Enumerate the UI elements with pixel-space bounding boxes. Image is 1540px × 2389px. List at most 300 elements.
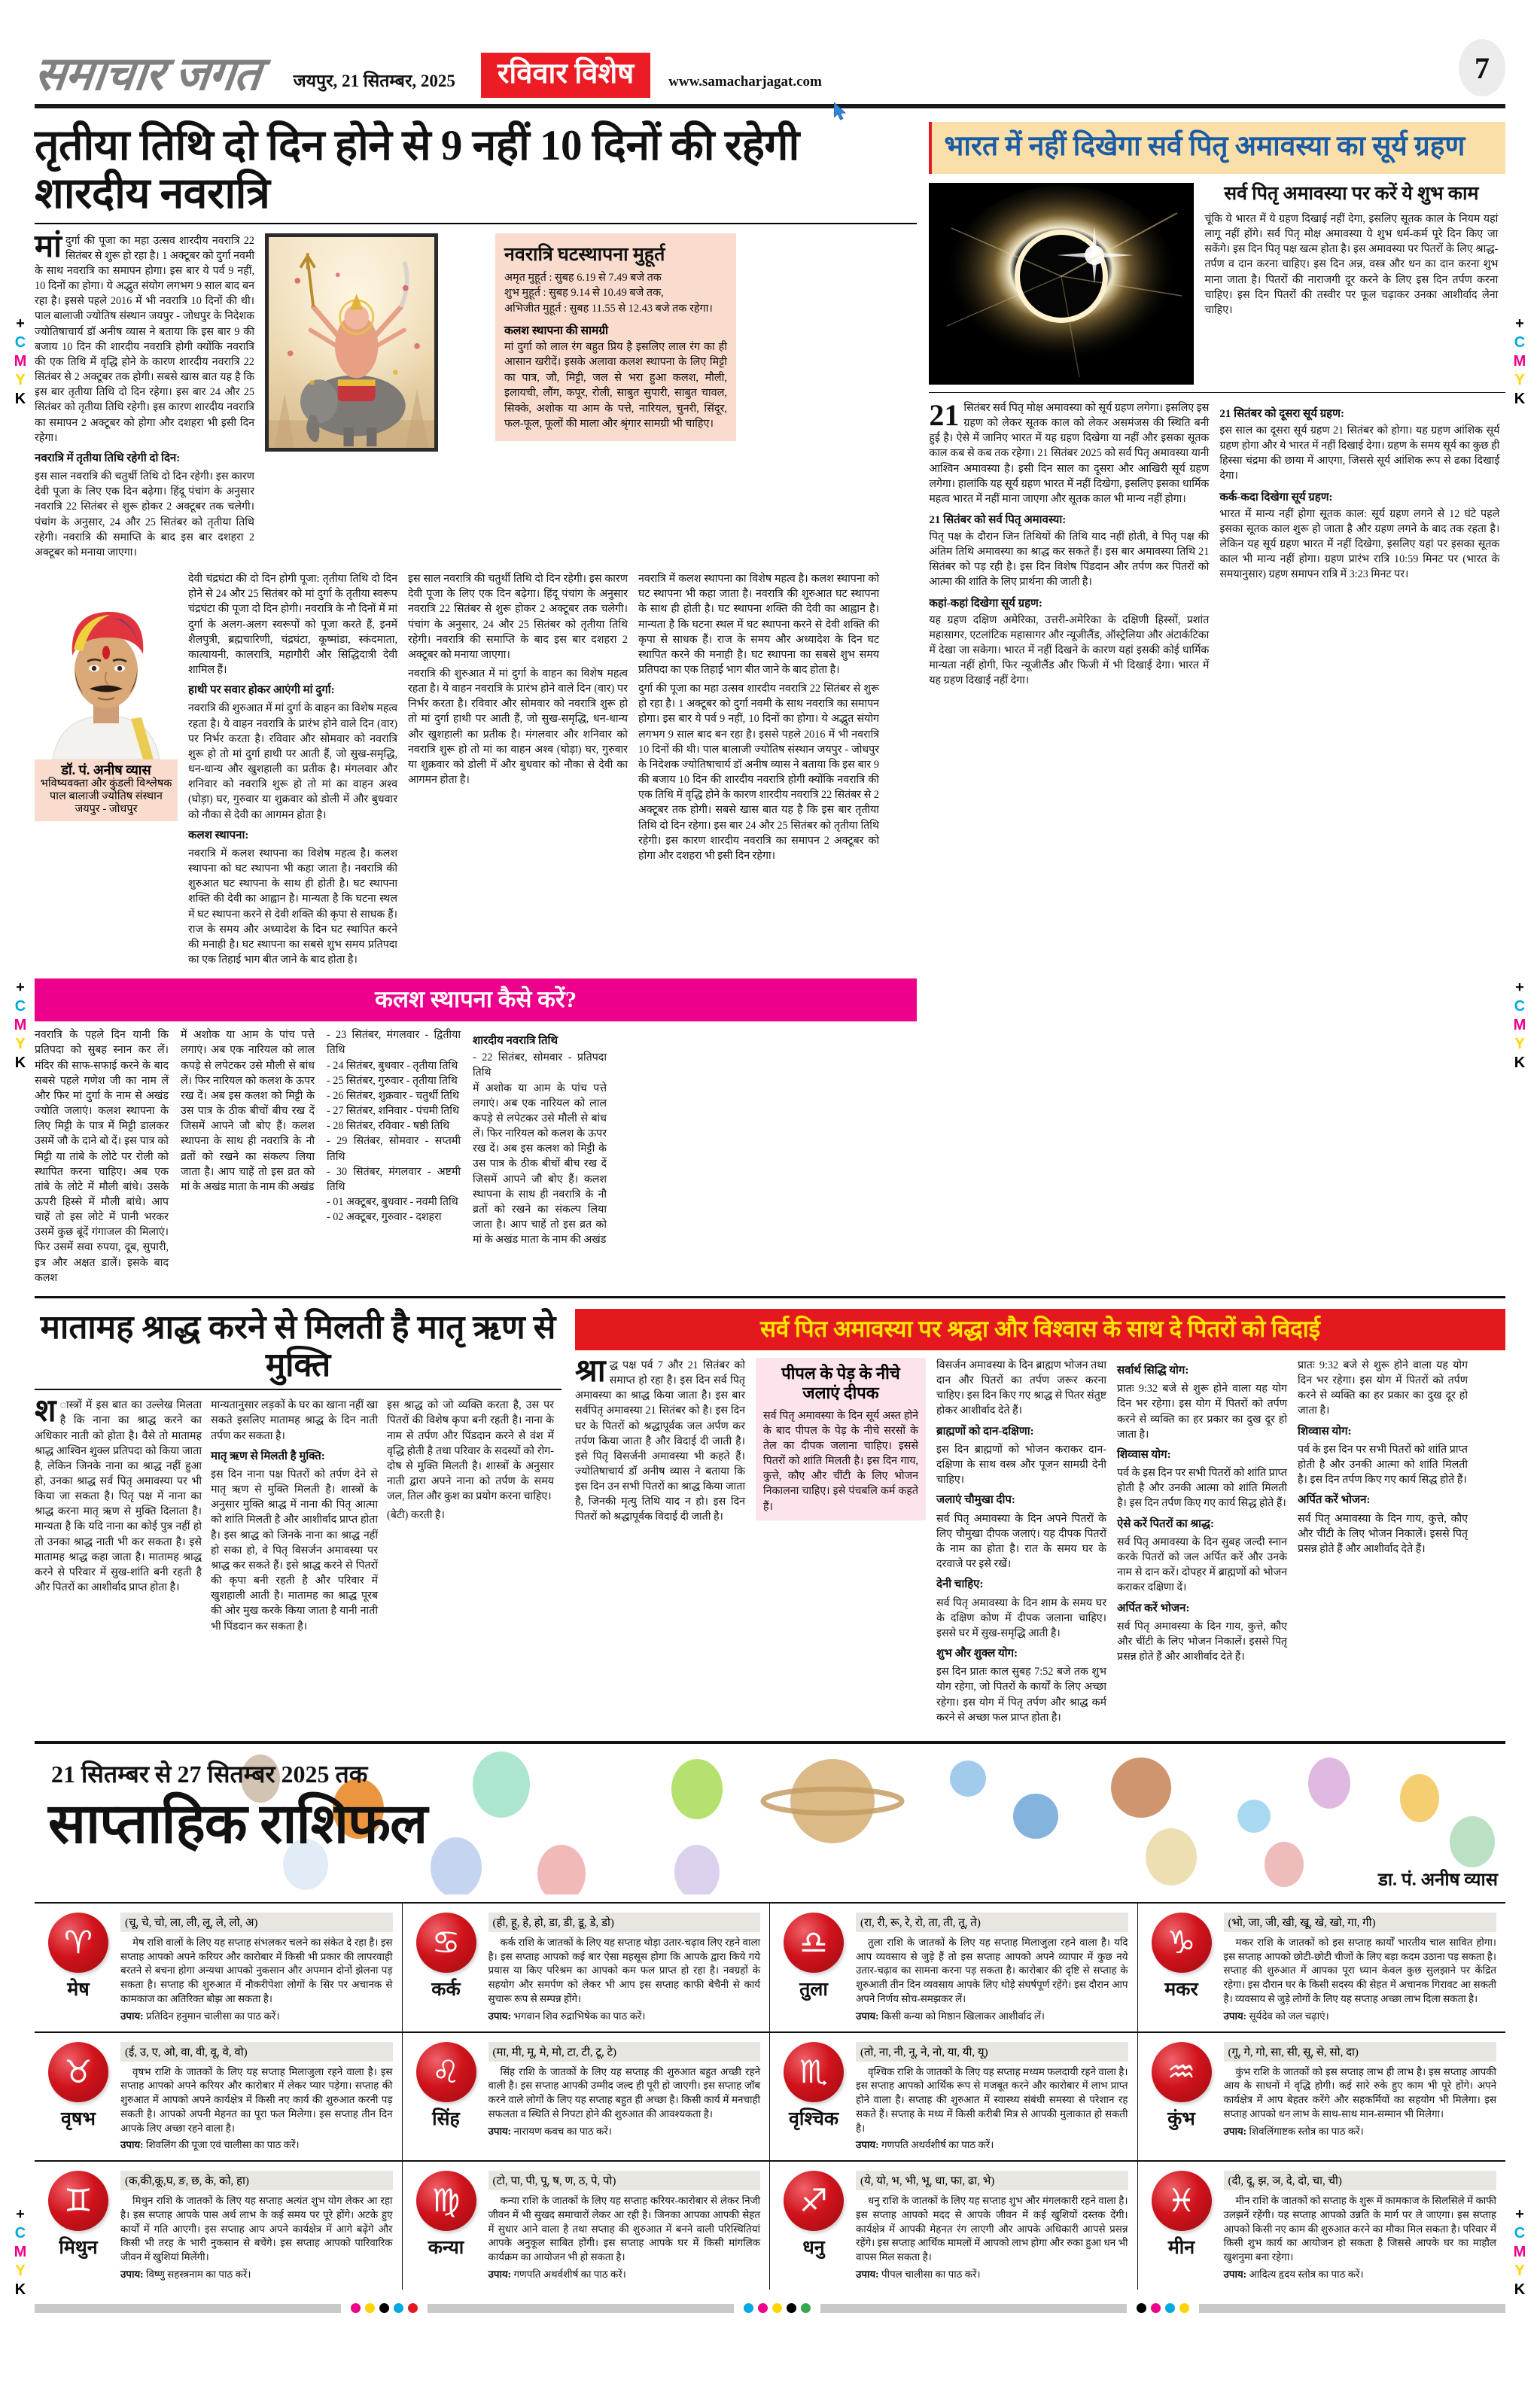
lead-headline: तृतीया तिथि दो दिन होने से 9 नहीं 10 दिनों की रहेगी शारदीय नवरात्रि <box>35 122 799 218</box>
zodiac-text <box>1224 2042 1497 2153</box>
kalash-date-0: - 22 सितंबर, सोमवार - प्रतिपदा तिथि <box>473 1051 607 1079</box>
kalash-date-7: - 29 सितंबर, सोमवार - सप्तमी तिथि <box>327 1135 461 1163</box>
zodiac-upay-text: शिवलिंगाष्टक स्तोत्र का पाठ करें। <box>1249 2125 1364 2137</box>
zodiac-letters: (मा, मी, मू, मे, मो, टा, टी, टू, टे) <box>488 2042 761 2062</box>
zodiac-upay-text: किसी कन्या को मिष्ठान खिलाकर आशीर्वाद लें। <box>881 2010 1045 2022</box>
cyan-mark: C <box>14 334 26 351</box>
zodiac-letters: (ये, यो, भ, भी, भू, धा, फा, ढा, भे) <box>856 2171 1128 2190</box>
gemini-glyph: ♊ <box>64 2182 93 2220</box>
zodiac-icon-wrap <box>779 2171 848 2282</box>
kalash-col-1-repeat: में अशोक या आम के पांच पत्ते लगाएं। अब एक नारियल को लाल कपड़े से लपेटकर उसे मौली से बांध लें। फिर नारियल को कलश के ऊपर रख दें। अब इस कलश को मिट्टी के उस पात्र के ठीक बीचों बीच रख दें जिसमें आपने जौ बोए हैं। कलश स्थापना के साथ ही नवरात्रि के नौ व्रतों को रखने का संकल्प लिया जाता है। आप चाहें तो इस व्रत को मां के अखंड माता के नाम की अखंड <box>473 1082 607 1246</box>
leo-glyph: ♌ <box>431 2053 461 2090</box>
zodiac-body: वृश्चिक राशि के जातकों के लिए यह सप्ताह मध्यम फलदायी रहने वाला है। इस सप्ताह आपको आर्थिक रूप से मजबूत करने और कारोबार में लाभ प्राप्त होने वाला है। सप्ताह की शुरुआत में स्वास्थ्य संबंधी समस्या से परेशान रह सकते हैं। सप्ताह के मध्य में किसी करीबी मित्र से आपकी मुलाकात हो सकती है। <box>856 2065 1128 2134</box>
plus-icon: + <box>1515 979 1524 996</box>
zodiac-icon-wrap <box>1147 1913 1216 2024</box>
kalash-date-1: - 23 सितंबर, मंगलवार - द्वितीया तिथि <box>327 1029 461 1057</box>
sarvapitra-bar-title: सर्व पित अमावस्या पर श्रद्धा और विश्वास के साथ दे पितरों को विदाई <box>575 1309 1505 1350</box>
eclipse-lower-col-1 <box>929 397 1210 689</box>
kalash-date-4: - 26 सितंबर, शुक्रवार - चतुर्थी तिथि <box>327 1089 459 1102</box>
matamah-col-1 <box>35 1394 202 1637</box>
zodiac-icon-wrap <box>412 2171 481 2282</box>
kalash-bar-title: कलश स्थापना कैसे करें? <box>35 978 917 1021</box>
plus-icon: + <box>16 979 25 996</box>
kalash-col-4 <box>473 1027 607 1286</box>
lead-row-2 <box>35 571 917 971</box>
cancer-icon <box>416 1913 476 1973</box>
zodiac-body: मिथुन राशि के जातकों के लिए यह सप्ताह अत्यंत शुभ योग लेकर आ रहा है। इस सप्ताह आपके पास अर्थ लाभ के कई समय पर पूरे होंगे। अटके हुए कार्यों में गति आएगी। इस सप्ताह आप अपने कार्यक्षेत्र में आगे बढ़ेंगे और किसी भी तरह के भारी नुकसान से बचेंगे। इस सप्ताह आपको पारिवारिक जीवन में खुशियां मिलेंगी। <box>120 2195 393 2263</box>
author-photo <box>35 571 178 759</box>
zodiac-cell-makar[interactable] <box>1138 1904 1506 2031</box>
eclipse-sub-4: कर्क-कदा दिखेगा सूर्य ग्रहण: <box>1219 491 1333 504</box>
sarvapitra-col3-body-1: इस दिन ब्राह्मणों को भोजन कराकर दान-दक्षिणा के साथ वस्त्र और पूजन सामग्री देनी चाहिए। <box>936 1443 1106 1487</box>
magenta-mark: M <box>1513 353 1526 370</box>
yellow-mark: Y <box>15 372 26 388</box>
zodiac-upay-text: आदित्य हृदय स्तोत्र का पाठ करें। <box>1249 2268 1364 2280</box>
lead-para-5b: नवरात्रि में कलश स्थापना का विशेष महत्व है। कलश स्थापना को घट स्थापना भी कहा जाता है। नवरात्रि की शुरुआत घट स्थापना के साथ ही होती है। घट स्थापना शक्ति की देवी का आह्वान है। मान्यता है कि घटना स्थल में घट स्थापना करने से देवी शक्ति की कृपा से साधक हैं। राज के समय और अध्यादेश के दिन घट स्थापित करने की मनाही है। घट स्थापना का सबसे शुभ समय प्रतिपदा का एक तिहाई भाग बीत जाने के बाद होता है। <box>638 573 879 677</box>
rashifal-title: साप्ताहिक राशिफल <box>48 1793 428 1855</box>
sarvapitra-col3-sub-4: शुभ और शुक्ल योग: <box>936 1648 1018 1660</box>
aries-icon <box>48 1913 108 1973</box>
sarvapitra-col4-sub-2: शिव्वास योग: <box>1117 1448 1171 1461</box>
cyan-mark: C <box>1514 334 1526 351</box>
zodiac-cell-mesh[interactable] <box>35 1904 403 2031</box>
plus-icon: + <box>16 315 25 332</box>
capricorn-glyph: ♑ <box>1167 1923 1196 1961</box>
registration-mark-left-bottom <box>11 2205 30 2299</box>
zodiac-icon-wrap <box>412 1913 481 2024</box>
rashifal-author: डा. पं. अनीष व्यास <box>1378 1870 1498 1890</box>
eclipse-sub-3: 21 सितंबर को दूसरा सूर्य ग्रहण: <box>1219 407 1344 420</box>
author-description: भविष्यवक्ता और कुंडली विश्लेषक पाल बालाजी ज्योतिष संस्थान जयपुर - जोधपुर <box>40 778 172 816</box>
eclipse-story <box>929 122 1505 1286</box>
matamah-headline: मातामह श्राद्ध करने से मिलती है मातृ ऋण से मुक्ति <box>40 1308 556 1384</box>
dot-yellow <box>772 2303 782 2313</box>
lead-row-1 <box>35 229 917 564</box>
zodiac-letters: (गू, गे, गो, सा, सी, सू, से, सो, दा) <box>1224 2042 1497 2062</box>
registration-segment <box>428 2304 734 2313</box>
cyan-mark: C <box>14 998 26 1015</box>
matamah-col2-p2: इस दिन नाना पक्ष पितरों को तर्पण देने से मातृ ऋण से मुक्ति मिलती है। शास्त्रों के अनुसार मुक्ति श्राद्ध में नाना की पितृ आत्मा को शांति मिलती है और आशीर्वाद प्राप्त होता है। इस श्राद्ध को जिनके नाना का श्राद्ध नहीं हो सका हो, वे पितृ विसर्जन अमावस्या पर श्राद्ध कर सकते हैं। इसे श्राद्ध करने से पितरों की कृपा बनी रहती है और परिवार में खुशहाली आती है। मातामह का श्राद्ध पूरब की ओर मुख करके किया जाता है यानी नाती भी पिंडदान कर सकता है। <box>211 1468 378 1633</box>
muhurat-line-3: अभिजीत मुहूर्त : सुबह 11.55 से 12.43 बजे तक रहेगा। <box>504 302 713 315</box>
zodiac-grid <box>35 1902 1505 2290</box>
zodiac-name: कर्क <box>431 1979 461 2000</box>
plus-icon: + <box>16 2206 25 2223</box>
zodiac-upay: उपाय: गणपति अथर्वशीर्ष का पाठ करें। <box>856 2139 994 2151</box>
drop-cap: मां <box>35 229 62 264</box>
eclipse-intro-text: सितंबर सर्व पितृ मोक्ष अमावस्या को सूर्य ग्रहण लगेगा। इसलिए इस ग्रहण को लेकर सूतक काल को लेकर असमंजस की स्थिति बनी हुई है। ऐसे में जानिए भारत में यह ग्रहण दिखेगा या नहीं और इसका सूतक काल कब से कब तक रहेगा। 21 सितंबर 2025 को सर्व पितृ अमावस्या यानी आश्विन अमावस्या है। इसी दिन साल का दूसरा और आखिरी सूर्य ग्रहण लगेगा। हालांकि यह सूर्य ग्रहण भारत में नहीं दिखेगा, इसलिए इसका धार्मिक महत्व भारत में नहीं माना जाएगा और सूतक काल भी मान्य नहीं होगा। <box>929 401 1210 505</box>
matamah-col2-sub: मातृ ऋण से मिलती है मुक्ति: <box>211 1450 325 1462</box>
zodiac-body: कर्क राशि के जातकों के लिए यह सप्ताह थोड़ा उतार-चढ़ाव लिए रहने वाला है। इस सप्ताह आपको कई बार ऐसा महसूस होगा कि आपके द्वारा किये गये प्रयास या किए परिश्रम का आपको कम फल प्राप्त हो रहा है। नवग्रहों के सहयोग और समर्पण को लेकर भी आप इस सप्ताह काफी बेचैनी से कार्य सुचारू रूप से सम्पन्न होंगे। <box>488 1936 760 2004</box>
zodiac-name: मकर <box>1164 1979 1198 2000</box>
zodiac-text <box>120 2171 393 2282</box>
zodiac-upay-text: गणपति अथर्वशीर्ष का पाठ करें। <box>513 2268 626 2280</box>
sarvapitra-col3-body-2: सर्व पितृ अमावस्या के दिन अपने पितरों के लिए चौमुखा दीपक जलाएं। यह दीपक पितरों के नाम का होता है। रात के समय घर के दरवाजे पर इसे रखें। <box>936 1512 1106 1571</box>
matamah-drop-cap: श <box>35 1394 56 1429</box>
zodiac-name: वृषभ <box>61 2108 96 2129</box>
kalash-col-2: में अशोक या आम के पांच पत्ते लगाएं। अब एक नारियल को लाल कपड़े से लपेटकर उसे मौली से बांध लें। फिर नारियल को कलश के ऊपर रख दें। अब इस कलश को मिट्टी के उस पात्र के ठीक बीचों बीच रख दें जिसमें आपने जौ बोए हैं। कलश स्थापना के साथ ही नवरात्रि के नौ व्रतों को रखने का संकल्प लिया जाता है। आप चाहें तो इस व्रत को मां के अखंड माता के नाम की अखंड <box>181 1029 315 1193</box>
eclipse-sub-1: 21 सितंबर को सर्व पितृ अमावस्या: <box>929 514 1067 526</box>
eclipse-right-col <box>1204 183 1498 385</box>
zodiac-upay: उपाय: किसी कन्या को मिष्ठान खिलाकर आशीर्वाद लें। <box>856 2010 1045 2022</box>
zodiac-cell-dhanu[interactable] <box>770 2162 1138 2290</box>
lead-para-5: नवरात्रि में कलश स्थापना का विशेष महत्व है। कलश स्थापना को घट स्थापना भी कहा जाता है। नवरात्रि की शुरुआत घट स्थापना के साथ ही होती है। घट स्थापना शक्ति की देवी का आह्वान है। मान्यता है कि घटना स्थल में घट स्थापना करने से देवी शक्ति की कृपा से साधक हैं। राज के समय और अध्यादेश के दिन घट स्थापित करने की मनाही है। घट स्थापना का सबसे शुभ समय प्रतिपदा का एक तिहाई भाग बीत जाने के बाद होता है। <box>188 848 397 966</box>
sarvapitra-col5-p3: सर्व पितृ अमावस्या के दिन गाय, कुत्ते, कौए और चींटी के लिए भोजन निकालें। इससे पितृ प्रसन्न होते हैं और आशीर्वाद देते हैं। <box>1298 1512 1468 1555</box>
author-name: डॉ. पं. अनीष व्यास <box>61 762 151 778</box>
zodiac-cell-singh[interactable] <box>403 2033 771 2161</box>
sarvapitra-col3-body-3: सर्व पितृ अमावस्या के दिन शाम के समय घर के दक्षिण कोण में दीपक जलाना चाहिए। इससे घर में सुख-समृद्धि आती है। <box>936 1596 1106 1639</box>
muhurat-line-1: अमृत मुहूर्त : सुबह 6.19 से 7.49 बजे तक <box>504 271 662 284</box>
sarvapitra-col-3 <box>936 1358 1106 1729</box>
zodiac-cell-kumbh[interactable] <box>1138 2033 1506 2161</box>
yellow-mark: Y <box>1514 372 1525 388</box>
matamah-col3-p1: इस श्राद्ध को जो व्यक्ति करता है, उस पर पितरों की विशेष कृपा बनी रहती है। नाना के नाम से तर्पण और पिंडदान करने से वंश में वृद्धि होती है तथा परिवार के सदस्यों को रोग-दोष से मुक्ति मिलती है। शास्त्रों के अनुसार नाती द्वारा अपने नाना को तर्पण के समय जल, तिल और कुश का प्रयोग करना चाहिए। <box>387 1399 554 1503</box>
kalash-date-9: - 01 अक्टूबर, बुधवार - नवमी तिथि <box>327 1195 458 1208</box>
eclipse-body <box>929 183 1505 385</box>
zodiac-cell-vrishchik[interactable] <box>770 2033 1138 2161</box>
zodiac-icon-wrap <box>44 2042 113 2153</box>
zodiac-text <box>488 2042 761 2153</box>
registration-mark-right-bottom <box>1510 2205 1529 2299</box>
author-card <box>35 571 178 971</box>
eclipse-para-2: यह ग्रहण दक्षिण अमेरिका, उत्तरी-अमेरिका के दक्षिणी हिस्सों, प्रशांत महासागर, एटलांटिक महासागर और न्यूजीलैंड, ऑस्ट्रेलिया और अंटार्कटिका में देखा जा सकेगा। भारत में नहीं दिखने के कारण यहां इसकी कोई धार्मिक मान्यता नहीं होगी, फिर न्यूजीलैंड और फिजी में भी दिखाई देगा। भारत में यह ग्रहण दिखाई नहीं देगा। <box>929 613 1210 687</box>
virgo-ic on <box>416 2171 476 2231</box>
mid-separator <box>35 1296 1505 1298</box>
matamah-col-2 <box>211 1398 378 1637</box>
matamah-col2-p1: मान्यतानुसार लड़कों के घर का खाना नहीं खा सकते इसलिए मातामह श्राद्ध के दिन नाती तर्पण कर सकता है। <box>211 1399 378 1442</box>
lead-col-c <box>495 233 736 564</box>
zodiac-body: मीन राशि के जातकों को सप्ताह के शुरू में कामकाज के सिलसिले में काफी उलझनें रहेंगी। यह सप्ताह आपको उन्नति के मार्ग पर ले जाएगा। इस सप्ताह आपको किसी नए काम की शुरुआत करने का मौका मिल सकता है। परिवार में किसी शुभ कार्य का आयोजन हो सकता है जिससे आपके घर का माहौल खुशनुमा बना रहेगा। <box>1223 2195 1496 2263</box>
sarvapitra-col3-sub-3: देनी चाहिए: <box>936 1578 984 1591</box>
zodiac-upay: उपाय: पीपल चालीसा का पाठ करें। <box>856 2268 981 2280</box>
zodiac-upay: उपाय: गणपति अथर्वशीर्ष का पाठ करें। <box>488 2268 626 2280</box>
dot-yellow <box>1179 2303 1189 2313</box>
dot-green <box>801 2303 811 2313</box>
zodiac-upay-text: प्रतिदिन हनुमान चालीसा का पाठ करें। <box>146 2010 280 2022</box>
mid-section <box>0 1309 1540 1729</box>
rashifal-header <box>35 1744 1505 1894</box>
sarvapitra-col-1 <box>575 1353 745 1729</box>
registration-mark-left-top <box>11 315 30 409</box>
eclipse-rule <box>929 392 1505 393</box>
eclipse-para-4: भारत में मान्य नहीं होगा सूतक काल: सूर्य ग्रहण लगने से 12 घंटे पहले इसका सूतक काल शुरू हो जाता है और ग्रहण लगने के बाद तक रहता है। लेकिन यह सूर्य ग्रहण भारत में नहीं दिखेगा, इसलिए यहां पर इसका सूतक काल भी मान्य नहीं होगा। ग्रहण प्रारंभ रात्रि 10:59 मिनट पर (भारत के समयानुसार) ग्रहण समापन रात्रि में 3:23 मिनट पर। <box>1219 507 1500 581</box>
sarvapitra-col3-sub-2: जलाएं चौमुखा दीप: <box>936 1494 1015 1507</box>
sarvapitra-col3-p: विसर्जन अमावस्या के दिन ब्राह्मण भोजन तथा दान और पितरों का तर्पण जरूर करना चाहिए। इस दिन किए गए श्राद्ध से पितर संतुष्ट होकर आशीर्वाद देते हैं। <box>936 1359 1106 1417</box>
sarva-pitru-body: चूंकि ये भारत में ये ग्रहण दिखाई नहीं देगा, इसलिए सूतक काल के नियम यहां लागू नहीं होंगे। सर्व पितृ मोक्ष अमावस्या ये शुभ धर्म-कर्म पूरे दिन किए जा सकेंगे। इस दिन पितृ पक्ष खत्म होता है। इस अमावस्या पर पितरों के लिए श्राद्ध-तर्पण व दान करना चाहिए। इस दिन अन्न, वस्त्र और धन का दान करना शुभ माना जाता है। पितरों की नाराजगी दूर करने के लिए इस दिन तर्पण करना चाहिए। इस दिन पितरों की तस्वीर पर फूल चढ़ाकर उनका आशीर्वाद लेना चाहिए। <box>1204 212 1499 316</box>
plus-icon: + <box>1515 315 1524 332</box>
newspaper-title: समाचार जगत <box>32 49 263 100</box>
zodiac-letters: (क,की,कू,घ, ङ, छ, के, को, हा) <box>120 2171 393 2190</box>
zodiac-body: मकर राशि के जातकों को इस सप्ताह कार्यों भारतीय चाल सावित होगा। इस सप्ताह आपको छोटी-छोटी चीजों के लिए बड़ा कदम उठाना पड़ सकता है। सप्ताह की शुरुआत में आपका पूरा ध्यान केवल कुछ सुलझाने पर केंद्रित रहेगा। इस दौरान घर के किसी सदस्य की सेहत में अचानक गिरावट आ सकती है। व्यवसाय से जुड़े लोगों के लिए यह सप्ताह अच्छा लाभ दिला सकता है। <box>1223 1936 1496 2004</box>
website-url-text: www.samacharjagat.com <box>668 74 822 90</box>
libra-icon <box>784 1913 844 1973</box>
eclipse-big-number: 21 <box>929 397 960 432</box>
dot-black <box>787 2303 796 2313</box>
samagri-title: कलश स्थापना की सामग्री <box>504 324 609 338</box>
sagittarius-glyph: ♐ <box>799 2182 828 2220</box>
dateline: जयपुर, 21 सितम्बर, 2025 <box>293 72 455 90</box>
lead-para-3b: इस साल नवरात्रि की चतुर्थी तिथि दो दिन रहेगी। इस कारण देवी पूजा के लिए एक दिन बढ़ेगा। हिंदू पंचांग के अनुसार नवरात्रि 22 सितंबर से शुरू होकर 2 अक्टूबर तक चलेगी। पंचांग के अनुसार, 24 और 25 सितंबर को तृतीया तिथि रहेगी। नवरात्रि की समाप्ति के बाद इस बार दशहरा 2 अक्टूबर को मनाया जाएगा। <box>408 573 628 661</box>
sarvapitra-col3-body-4: इस दिन प्रातः काल सुबह 7:52 बजे तक शुभ योग रहेगा, जो पितरों के कार्यों के लिए अच्छा रहेगा। इस योग में पितृ तर्पण और श्राद्ध कर्म करने से अच्छा फल प्राप्त होता है। <box>936 1666 1106 1724</box>
zodiac-icon-wrap <box>1147 2042 1216 2153</box>
zodiac-text <box>120 2042 393 2153</box>
eclipse-sub-2: कहां-कहां दिखेगा सूर्य ग्रहण: <box>929 597 1042 610</box>
taurus-icon <box>48 2042 108 2102</box>
sarvapitra-col4-body-3: सर्व पितृ अमावस्या के दिन सुबह जल्दी स्नान करके पितरों को जल अर्पित करें और उनके नाम से दान करें। दोपहर में ब्राह्मणों को भोजन कराकर दक्षिणा दें। <box>1117 1535 1287 1594</box>
zodiac-icon-wrap <box>1147 2171 1216 2282</box>
zodiac-cell-mithun[interactable] <box>35 2162 403 2290</box>
zodiac-upay: उपाय: नारायण कवच का पाठ करें। <box>488 2125 612 2137</box>
lead-subhead-2: हाथी पर सवार होकर आएंगी मां दुर्गा: <box>188 684 335 697</box>
zodiac-upay-text: भगवान शिव रुद्राभिषेक का पाठ करें। <box>513 2010 646 2022</box>
pipal-box-body: सर्व पितृ अमावस्या के दिन सूर्य अस्त होने के बाद पीपल के पेड़ के नीचे सरसों के तेल का दीपक जलाना चाहिए। इससे पितरों को शांति मिलती है। इस दिन गाय, कुत्ते, कौए और चींटी के लिए भोजन निकालना चाहिए। इसे पंचबलि कर्म कहते हैं। <box>763 1409 918 1513</box>
lead-continuation-col-1 <box>188 571 397 971</box>
zodiac-upay: उपाय: प्रतिदिन हनुमान चालीसा का पाठ करें। <box>120 2010 280 2022</box>
lead-subhead-3: कलश स्थापना: <box>188 829 249 841</box>
dot-cyan <box>394 2303 403 2313</box>
zodiac-icon-wrap <box>779 1913 848 2024</box>
black-mark: K <box>14 2281 26 2298</box>
zodiac-upay-text: सूर्यदेव को जल चढ़ाएं। <box>1249 2010 1329 2022</box>
zodiac-body: मेष राशि वालों के लिए यह सप्ताह संभलकर चलने का संकेत दे रहा है। इस सप्ताह आपको अपने करियर और कारोबार में किसी भी प्रकार की लापरवाही बरतने से बचना होगा अन्यथा आपको नुकसान और अपमान दोनों झेलना पड़ सकता है। सप्ताह की शुरुआत में नौकरीपेशा लोगों के सिर पर अचानक से कामकाज का अतिरिक्त बोझ आ सकता है। <box>120 1936 393 2004</box>
zodiac-upay-text: विष्णु सहस्त्रनाम का पाठ करें। <box>146 2268 251 2280</box>
samagri-text: मां दुर्गा को लाल रंग बहुत प्रिय है इसलिए लाल रंग का ही आसान खरीदें। इसके अलावा कलश स्थापना के लिए मिट्टी का पात्र, जौ, मिट्टी, जल से भरा हुआ कलश, मौली, इलायची, लौंग, कपूर, रोली, साबुत सुपारी, साबुत चावल, सिक्के, अशोक या आम के पत्ते, नारियल, चुनरी, सिंदूर, फल-फूल, फूलों की माला और श्रृंगार सामग्री भी चाहिए। <box>504 341 727 431</box>
magenta-mark: M <box>14 1017 27 1033</box>
yellow-mark: Y <box>15 2263 26 2279</box>
shardiya-dates-title: शारदीय नवरात्रि तिथि <box>473 1035 558 1048</box>
black-mark: K <box>14 1055 26 1071</box>
eclipse-headline: भारत में नहीं दिखेगा सर्व पितृ अमावस्या का सूर्य ग्रहण <box>944 131 1465 162</box>
zodiac-text <box>120 1913 393 2024</box>
dot-magenta <box>351 2303 361 2313</box>
lead-para-1b: दुर्गा की पूजा का महा उत्सव शारदीय नवरात्रि 22 सितंबर से शुरू हो रहा है। 1 अक्टूबर को दुर्गा नवमी के साथ नवरात्रि का समापन होगा। इस बार ये पर्व 9 नहीं, 10 दिनों का होगा। ये अद्भुत संयोग लगभग 9 साल बाद बन रहा है। इससे पहले 2016 में भी नवरात्रि 10 दिनों की थी। पाल बालाजी ज्योतिष संस्थान जयपुर - जोधपुर के निदेशक ज्योतिषाचार्य डॉ अनीष व्यास ने बताया कि इस बार 9 की बजाय 10 दिन की शारदीय नवरात्रि होगी क्योंकि नवरात्रि की एक तिथि में वृद्धि होने के कारण शारदीय नवरात्रि 22 सितंबर से 2 अक्टूबर तक होगी। सबसे खास बात यह है कि इस बार तृतीया तिथि दो दिन रहेगा। इस बार 24 और 25 सितंबर को तृतीया तिथि रहेगी। इस कारण शारदीय नवरात्रि का समापन 2 अक्टूबर को होगा और दशहरा भी इसी दिन रहेगा। <box>638 683 879 862</box>
registration-mark-right-mid <box>1510 978 1529 1073</box>
sarva-pitru-subtitle: सर्व पितृ अमावस्या पर करें ये शुभ काम <box>1224 183 1479 204</box>
lead-subhead-1: नवरात्रि में तृतीया तिथि रहेगी दो दिन: <box>35 452 181 464</box>
kalash-columns <box>35 1027 917 1286</box>
yellow-mark: Y <box>1514 1036 1525 1052</box>
black-mark: K <box>1514 391 1526 407</box>
zodiac-upay-text: पीपल चालीसा का पाठ करें। <box>881 2268 981 2280</box>
page-number: 7 <box>1459 39 1505 96</box>
sarvapitra-col5-p1: प्रातः 9:32 बजे से शुरू होने वाला यह योग दिन भर रहेगा। इस योग में पितरों को तर्पण करने से व्यक्ति का हर प्रकार का दुख दूर हो जाता है। <box>1298 1359 1468 1417</box>
zodiac-name: वृश्चिक <box>788 2108 839 2129</box>
zodiac-body: सिंह राशि के जातकों के लिए यह सप्ताह की शुरुआत बहुत अच्छी रहने वाली है। इस सप्ताह आपकी उम्मीद जल्द ही पूरी हो जाएगी। इस सप्ताह जॉब करने वाले लोगों के लिए यह सप्ताह बहुत ही अच्छा है। किसी कार्य में मनचाही सफलता व स्थिति से निपटा होने की शुरुआत की आवश्यकता है। <box>488 2065 760 2120</box>
zodiac-text <box>856 1913 1128 2024</box>
zodiac-upay: उपाय: शिवलिंग की पूजा एवं चालीसा का पाठ करें। <box>120 2139 300 2151</box>
sarvapitra-col1-text: द्ध पक्ष पर्व 7 और 21 सितंबर को समाप्त हो रहा है। इस दिन सर्व पितृ अमावस्या का श्राद्ध किया जाता है। इस बार सर्वपितृ अमावस्या 21 सितंबर को है। इस दिन घर के पितरों को श्रद्धापूर्वक जल अर्पण कर तर्पण किया जाता है और विदाई दी जाती है। इसे पितृ विसर्जनी अमावस्या भी कहते हैं। ज्योतिषाचार्य डॉ अनीष व्यास ने बताया कि इस दिन उन सभी पितरों का श्राद्ध किया जाता है, जिनकी मृत्यु तिथि याद न हो। इस दिन पितरों को श्रद्धापूर्वक विदाई दी जाती है। <box>575 1359 745 1523</box>
sarvapitra-col4-body-2: पर्व के इस दिन पर सभी पितरों को शांति प्राप्त होती है और उनकी आत्मा को शांति मिलती है। इस दिन तर्पण किए गए कार्य सिद्ध होते हैं। <box>1117 1467 1287 1510</box>
zodiac-upay-text: गणपति अथर्वशीर्ष का पाठ करें। <box>881 2139 994 2151</box>
dot-black <box>379 2303 389 2313</box>
eclipse-intro <box>929 397 1210 507</box>
zodiac-body: तुला राशि के जातकों के लिए यह सप्ताह मिलाजुला रहने वाला है। यदि आप व्यवसाय से जुड़े हैं तो इस सप्ताह आपको अपने व्यापार में कुछ नये उतार-चढ़ाव का सामना करना पड़ सकता है। कारोबार की दृष्टि से सप्ताह के शुरुआती तीन दिन व्यवसाय आपके लिए थोड़े संघर्षपूर्ण रहेंगे। इस दौरान आप अपने निर्णय सोच-समझकर लें। <box>856 1936 1128 2004</box>
matamah-col3-p2: (बेटी) करती है। <box>387 1509 445 1522</box>
magenta-mark: M <box>1513 2244 1526 2260</box>
leo-icon <box>416 2042 476 2102</box>
pisces-glyph: ♓ <box>1167 2182 1196 2220</box>
lead-para-4b: नवरात्रि की शुरुआत में मां दुर्गा के वाहन का विशेष महत्व रहता है। ये वाहन नवरात्रि के प्रारंभ होने वाले दिन (वार) पर निर्भर करता है। रविवार और सोमवार को नवरात्रि शुरू हो तो मां दुर्गा हाथी पर आती हैं, जो सुख-समृद्धि, धन-धान्य और खुशहाली का प्रतीक है। मंगलवार और शनिवार को नवरात्रि शुरू हो तो मां का वाहन अश्व (घोड़ा) घर, गुरुवार या शुक्रवार को डोली में और बुधवार को नौका से देवी का आगमन होता है। <box>408 668 628 787</box>
matamah-col-3 <box>387 1398 554 1637</box>
lead-continuation-col-2 <box>408 571 628 971</box>
registration-mark-right-top <box>1510 315 1529 409</box>
cyan-mark: C <box>14 2225 26 2241</box>
zodiac-letters: (दी, दू, झ, ञ, दे, दो, चा, ची) <box>1224 2171 1497 2190</box>
eclipse-lower <box>929 397 1505 689</box>
zodiac-letters: (तो, ना, नी, नू, ने, नो, या, यी, यू) <box>856 2042 1128 2062</box>
zodiac-text <box>488 1913 761 2024</box>
black-mark: K <box>1514 1055 1526 1071</box>
zodiac-body: धनु राशि के जातकों के लिए यह सप्ताह शुभ और मंगलकारी रहने वाला है। इस सप्ताह आपको मदद से आपके जीवन में कई खुशियों दस्तक देंगी। कार्यक्षेत्र में आपकी मेहनत रंग लाएगी और आपके अधिकारी आपसे प्रसन्न रहेंगे। इस सप्ताह आर्थिक मामलों में आपको लाभ होगा और रुका हुआ धन भी वापस मिल सकता है। <box>856 2195 1128 2263</box>
zodiac-letters: (ई, उ, ए, ओ, वा, वी, वू, वे, वो) <box>120 2042 393 2062</box>
zodiac-row <box>35 2162 1505 2290</box>
sarvapitra-col4-body-4: सर्व पितृ अमावस्या के दिन गाय, कुत्ते, कौए और चींटी के लिए भोजन निकालें। इससे पितृ प्रसन्न होते हैं और आशीर्वाद देते हैं। <box>1117 1620 1287 1663</box>
magenta-mark: M <box>1513 1017 1526 1033</box>
kalash-date-3: - 25 सितंबर, गुरुवार - तृतीया तिथि <box>327 1074 458 1087</box>
lead-col-a <box>35 229 254 564</box>
yellow-mark: Y <box>15 1036 26 1052</box>
zodiac-body: कुंभ राशि के जातकों को इस सप्ताह लाभ ही लाभ है। इस सप्ताह आपकी आय के साधनों में वृद्धि होगी। कई सारे रुके हुए काम भी पूरे होंगे। अपने कार्यक्षेत्र में आप बेहतर करेंगे और सहकर्मियों का सहयोग भी मिलेगा। इस सप्ताह आपको धन लाभ के साथ-साथ मान-सम्मान भी मिलेगा। <box>1223 2065 1496 2120</box>
author-name-box <box>35 759 178 820</box>
zodiac-name: मिथुन <box>59 2238 98 2259</box>
zodiac-name: कन्या <box>428 2238 464 2259</box>
website-url[interactable] <box>650 74 822 98</box>
section-badge: रविवार विशेष <box>481 53 650 98</box>
rashifal-date-range: 21 सितम्बर से 27 सितम्बर 2025 तक <box>51 1760 368 1788</box>
zodiac-upay: उपाय: सूर्यदेव को जल चढ़ाएं। <box>1223 2010 1329 2022</box>
zodiac-text <box>856 2042 1128 2153</box>
taurus-glyph: ♉ <box>64 2053 93 2090</box>
sarvapitra-col4-sub-4: अर्पित करें भोजन: <box>1117 1602 1190 1614</box>
zodiac-cell-vrishabh[interactable] <box>35 2033 403 2161</box>
lead-para-2: इस साल नवरात्रि की चतुर्थी तिथि दो दिन रहेगी। इस कारण देवी पूजा के लिए एक दिन बढ़ेगा। हिंदू पंचांग के अनुसार नवरात्रि 22 सितंबर से शुरू होकर 2 अक्टूबर तक चलेगी। पंचांग के अनुसार, 24 और 25 सितंबर को तृतीया तिथि रहेगी। नवरात्रि की समाप्ति के बाद इस बार दशहरा 2 अक्टूबर को मनाया जाएगा। <box>35 470 254 558</box>
dot-group-3 <box>1127 2303 1199 2313</box>
masthead <box>0 0 1540 98</box>
sarvapitra-drop-cap: श्रा <box>575 1353 606 1389</box>
zodiac-letters: (चू, चे, चो, ला, ली, लू, ले, लो, अ) <box>120 1913 393 1932</box>
lead-col-b <box>265 233 485 564</box>
dot-group-2 <box>734 2303 820 2313</box>
magenta-mark: M <box>14 353 27 370</box>
dot-red <box>408 2303 418 2313</box>
zodiac-cell-kanya[interactable] <box>403 2162 771 2290</box>
matamah-columns <box>35 1394 562 1637</box>
solar-eclipse-image <box>929 183 1194 385</box>
lead-story <box>35 122 917 1286</box>
sarvapitra-col-4 <box>1117 1358 1287 1729</box>
headline-divider <box>35 223 917 224</box>
zodiac-name: तुला <box>799 1979 828 2000</box>
sarvapitra-col-2 <box>756 1358 926 1729</box>
zodiac-icon-wrap <box>779 2042 848 2153</box>
matamah-col1-text: ास्त्रों में इस बात का उल्लेख मिलता है कि नाना का श्राद्ध करने का अधिकार नाती को होता है। वैसे तो मातामह श्राद्ध आश्विन शुक्ल प्रतिपदा को किया जाता है, लेकिन जिनके नाना का श्राद्ध नहीं हुआ हो, उनका श्राद्ध सर्व पितृ अमावस्या पर भी किया जा सकता है। पितृ पक्ष में नाना का श्राद्ध करना मातृ ऋण से मुक्ति दिलाता है। मान्यता है कि यदि नाना का कोई पुत्र नहीं हो तो उनका श्राद्ध नाती भी कर सकता है। इसे मातामह श्राद्ध कहा जाता है। मातामह श्राद्ध करने से परिवार में सुख-शांति बनी रहती है और पितरों का आशीर्वाद प्राप्त होता है। <box>35 1399 202 1594</box>
lead-continuation-col-3 <box>638 571 879 971</box>
zodiac-cell-kark[interactable] <box>403 1904 771 2031</box>
cyan-mark: C <box>1514 2225 1526 2241</box>
dot-black <box>1137 2303 1146 2313</box>
kalash-col-3 <box>327 1027 461 1286</box>
zodiac-name: मीन <box>1167 2238 1195 2259</box>
sarvapitra-col4-body-1: प्रातः 9:32 बजे से शुरू होने वाला यह योग दिन भर रहेगा। इस योग में पितरों को तर्पण करने से व्यक्ति का हर प्रकार का दुख दूर हो जाता है। <box>1117 1383 1287 1441</box>
pisces-icon <box>1152 2171 1212 2231</box>
sarvapitra-columns <box>575 1353 1505 1729</box>
scorpio-glyph: ♏ <box>799 2053 828 2090</box>
cyan-mark: C <box>1514 998 1526 1015</box>
zodiac-icon-wrap <box>44 2171 113 2282</box>
cancer-glyph: ♋ <box>431 1923 461 1961</box>
zodiac-text <box>856 2171 1128 2282</box>
eclipse-para-1: पितृ पक्ष के दौरान जिन तिथियों की तिथि याद नहीं होती, वे पितृ पक्ष की अंतिम तिथि अमावस्या का श्राद्ध कर सकते हैं। इस बार अमावस्या तिथि 21 सितंबर को पड़ रही है। इस दिन विशेष पिंडदान और तर्पण कर पितरों को आत्मा की शांति के लिए प्रार्थना की जाती है। <box>929 531 1210 589</box>
registration-mark-left-mid <box>11 978 30 1073</box>
black-mark: K <box>14 391 26 407</box>
sarvapitra-col5-p2: पर्व के इस दिन पर सभी पितरों को शांति प्राप्त होती है और उनकी आत्मा को शांति मिलती है। इस दिन तर्पण किए गए कार्य सिद्ध होते हैं। <box>1298 1443 1468 1487</box>
capricorn-icon <box>1152 1913 1212 1973</box>
registration-segment <box>35 2304 341 2313</box>
zodiac-row <box>35 2033 1505 2162</box>
print-registration-bar <box>35 2300 1505 2317</box>
zodiac-letters: (टो, पा, पी, पू, ष, ण, ठ, पे, पो) <box>488 2171 761 2190</box>
zodiac-name: कुंभ <box>1167 2108 1195 2129</box>
eclipse-lower-col-2 <box>1219 400 1499 689</box>
zodiac-letters: (रा, री, रू, रे, रो, ता, ती, तू, ते) <box>856 1913 1128 1932</box>
matamah-story <box>35 1309 562 1729</box>
muhurat-line-2: शुभ मुहूर्त : सुबह 9.14 से 10.49 बजे तक, <box>504 287 664 300</box>
zodiac-letters: (भो, जा, जी, खी, खू, खे, खो, गा, गी) <box>1224 1913 1497 1932</box>
kalash-date-8: - 30 सितंबर, मंगलवार - अष्टमी तिथि <box>327 1165 461 1193</box>
libra-glyph: ♎ <box>799 1923 828 1961</box>
sarvapitra-col3-sub-1: ब्राह्मणों को दान-दक्षिणा: <box>936 1425 1034 1438</box>
zodiac-letters: (ही, हू, हे, हो, डा, डी, डू, डे, डो) <box>488 1913 761 1932</box>
magenta-mark: M <box>14 2244 27 2260</box>
black-mark: K <box>1514 2281 1526 2298</box>
zodiac-upay-text: नारायण कवच का पाठ करें। <box>513 2125 612 2137</box>
zodiac-upay: उपाय: आदित्य हृदय स्तोत्र का पाठ करें। <box>1223 2268 1364 2280</box>
zodiac-name: सिंह <box>432 2108 460 2129</box>
lead-para-3: देवी चंद्रघंटा की दो दिन होगी पूजा: तृतीया तिथि दो दिन होने से 24 और 25 सितंबर को मां दुर्गा के तृतीया स्वरूप चंद्रघंटा की पूजा दो दिन होगी। नवरात्रि के नौ दिनों में मां दुर्गा के अलग-अलग स्वरूपों को पूजा करते हैं, इनमें शैलपुत्री, ब्रह्मचारिणी, चंद्रघंटा, कूष्मांडा, स्कंदमाता, कात्यायनी, कालरात्रि, महागौरी और सिद्धिदात्री देवी शामिल हैं। <box>188 573 397 677</box>
eclipse-headline-box <box>929 122 1505 174</box>
dot-magenta <box>1151 2303 1161 2313</box>
sarvapitra-col5-sub-2: अर्पित करें भोजन: <box>1298 1494 1371 1507</box>
zodiac-body: वृषभ राशि के जातकों के लिए यह सप्ताह मिलाजुला रहने वाला है। इस सप्ताह आपको अपने करियर और कारोबार में लेकर प्यार पड़ेगा। सप्ताह की शुरुआत में आपको अपने कार्यक्षेत्र में किसी नए कार्य की शुरुआत करनी पड़ सकती है। आपको अपनी मेहनत का पूरा फल मिलेगा। इस सप्ताह तीन दिन आपके लिए अच्छा रहने वाला है। <box>120 2065 393 2134</box>
zodiac-text <box>1224 2171 1497 2282</box>
kalash-date-6: - 28 सितंबर, रविवार - षष्ठी तिथि <box>327 1120 450 1133</box>
aries-glyph: ♈ <box>64 1923 93 1961</box>
sarvapitra-col4-sub-1: सर्वार्थ सिद्धि योग: <box>1117 1364 1189 1377</box>
dot-group-1 <box>341 2303 428 2313</box>
zodiac-cell-tula[interactable] <box>770 1904 1138 2031</box>
zodiac-upay-text: शिवलिंग की पूजा एवं चालीसा का पाठ करें। <box>146 2139 300 2151</box>
zodiac-upay: उपाय: शिवलिंगाष्टक स्तोत्र का पाठ करें। <box>1223 2125 1364 2137</box>
sarvapitra-col5-sub: शिव्वास योग: <box>1298 1425 1352 1438</box>
zodiac-text <box>488 2171 761 2282</box>
zodiac-body: कन्या राशि के जातकों के लिए यह सप्ताह करियर-कारोबार से लेकर निजी जीवन में भी सुखद समाचारों लेकर आ रही है। जिनका आपका आपकी सेहत में सुधार आने वाला है तथा सप्ताह की शुरुआत में बनने वाली परिस्थितियां आपके अनुकूल साबित होंगी। इस सप्ताह आपके घर में किसी मांगलिक कार्यक्रम का आयोजन भी हो सकता है। <box>488 2195 760 2263</box>
lead-para-4: नवरात्रि की शुरुआत में मां दुर्गा के वाहन का विशेष महत्व रहता है। ये वाहन नवरात्रि के प्रारंभ होने वाले दिन (वार) पर निर्भर करता है। रविवार और सोमवार को नवरात्रि शुरू हो तो मां दुर्गा हाथी पर आती हैं, जो सुख-समृद्धि, धन-धान्य और खुशहाली का प्रतीक है। मंगलवार और शनिवार को नवरात्रि शुरू हो तो मां का वाहन अश्व (घोड़ा) घर, गुरुवार या शुक्रवार को डोली में और बुधवार को नौका से देवी का आगमन होता है। <box>188 702 397 821</box>
muhurat-box <box>495 233 736 441</box>
zodiac-upay: उपाय: भगवान शिव रुद्राभिषेक का पाठ करें। <box>488 2010 646 2022</box>
matamah-rule <box>35 1389 562 1390</box>
dot-cyan <box>1165 2303 1175 2313</box>
durga-image <box>265 233 438 452</box>
pipal-box-title: पीपल के पेड़ के नीचे जलाएं दीपक <box>781 1363 900 1403</box>
zodiac-cell-meen[interactable] <box>1138 2162 1506 2290</box>
kalash-date-5: - 27 सितंबर, शनिवार - पंचमी तिथि <box>327 1105 460 1118</box>
kalash-col-1: नवरात्रि के पहले दिन यानी कि प्रतिपदा को सुबह स्नान कर लें। मंदिर की साफ-सफाई करने के बाद सबसे पहले गणेश जी का नाम लें और फिर मां दुर्गा के नाम से अखंड ज्योति जलाएं। कलश स्थापना के लिए मिट्टी के पात्र में मिट्टी डालकर उसमें जौ के दाने बो दें। इस पात्र को मिट्टी या तांबे के लोटे पर रोली को स्थापित करना चाहिए। अब एक तांबे के लोटे में मौली बांधे। उसके ऊपरी हिस्से में मौली बांधे। आप चाहें तो इस लोटे में पानी भरकर उसमें कुछ बूंदें गंगाजल की मिलाएं। फिर उसमें सवा रुपया, दूब, सुपारी, इत्र और अक्षत डालें। इसके बाद कलश <box>35 1029 169 1284</box>
top-section <box>0 108 1540 1286</box>
aquarius-icon <box>1152 2042 1212 2102</box>
aquarius-glyph: ♒ <box>1167 2053 1196 2090</box>
registration-segment <box>1199 2304 1505 2313</box>
dot-cyan <box>744 2303 753 2313</box>
registration-segment <box>820 2304 1127 2313</box>
